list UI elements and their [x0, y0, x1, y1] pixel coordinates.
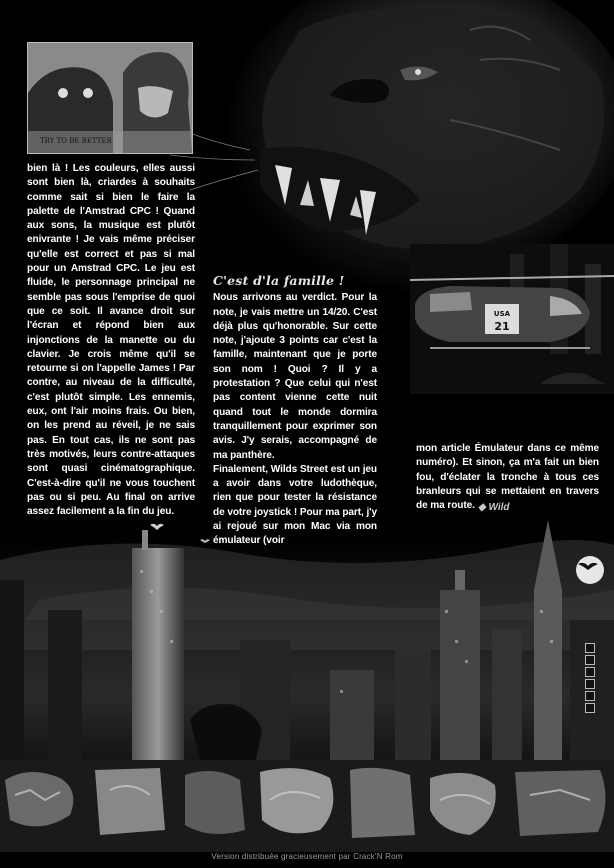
column3-text: mon article Émulateur dans ce même numéro). Et sinon, ça m'a fait un bien fou, d'éclater la tronche à tous ces branleurs qui se mettaient en travers de ma route.: [416, 443, 599, 512]
svg-text:USA: USA: [493, 310, 511, 318]
footer-credit: Version distribuée gracieusement par Crack'N Rom: [211, 852, 403, 861]
graffiti-wall-illustration: [0, 760, 614, 852]
section-heading: C'est d'la famille !: [213, 273, 345, 288]
thumbnail-caption: TRY TO BE BETTER: [40, 137, 112, 145]
column1-text: bien là ! Les couleurs, elles aussi sont bien là, criardes à souhaits comme sait si bien le faire la palette de l'Amstrad CPC ! Quand aux sons, la musique est plutôt enivrante ! Je vais même préciser qu'elle est correct et pas si mal pour un Amstrad CPC. Le jeu est fluide, le personnage principal ne semble pas sous l'emprise de quoi que ce soit. Il avance droit sur l'écran et répond bien aux injonctions de la manette ou du clavier. Je crois même qu'il se retourne si on l'appelle James ! Par contre, au niveau de la difficulté, c'est plutôt simple. Les ennemis, eux, ont l'air moins frais. Ou bien, on les prend au réveil, je ne sais pas. En tout cas, ils ne sont pas très motivés, leurs contre-attaques sont quasi cinématographique. C'est-à-dire qu'il ne vous touchent pas ou si peu. Au final on arrive assez facilement a la fin du jeu.: [27, 163, 195, 518]
column2-paragraph-2: Finalement, Wilds Street est un jeu a avoir dans votre ludothèque, rien que pour tester la résistance de votre joystick ! Pour ma part, j'y ai rejoué sur mon Mac via mon émulateur (voir: [213, 463, 377, 547]
article-column-2: [213, 274, 377, 549]
column2-paragraph-1: Nous arrivons au verdict. Pour la note, je vais mettre un 14/20. C'est déjà plus qu'honorable. Sur cette note, j'ajoute 3 points car c'est la famille, maintenant que je porte son nom ! Quoi ? Il y a protestation ? Que celui qui n'est pas content vienne cette nuit quand tout le monde dormira tranquillement pour exprimer son avis. J'y serais, accompagné de ma panthère.: [213, 292, 377, 461]
author-signature: ◆ Wild: [478, 502, 510, 513]
decorative-squares: [585, 643, 595, 715]
moon-icon: [576, 556, 604, 584]
svg-text:21: 21: [494, 320, 510, 333]
article-column-1: [27, 162, 195, 519]
